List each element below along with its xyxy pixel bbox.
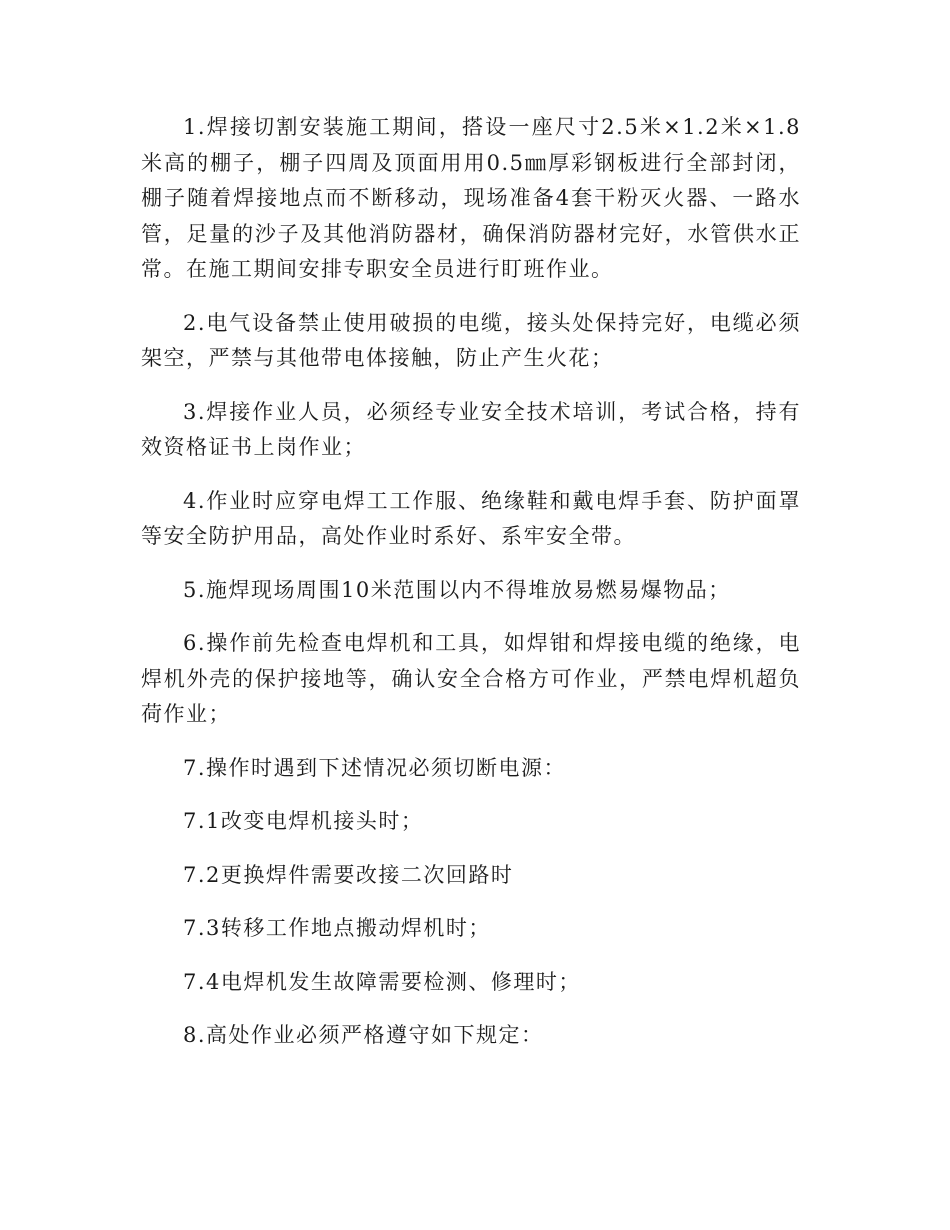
paragraph-7-1: 7.1改变电焊机接头时； <box>183 809 424 833</box>
paragraph-7-3: 7.3转移工作地点搬动焊机时； <box>183 916 491 940</box>
paragraph-4: 4.作业时应穿电焊工工作服、绝缘鞋和戴电焊手套、防护面罩等安全防护用品，高处作业时系好、系牢安全带。 <box>141 488 801 548</box>
paragraph-7-2: 7.2更换焊件需要改接二次回路时 <box>183 862 514 887</box>
paragraph-2: 2.电气设备禁止使用破损的电缆，接头处保持完好，电缆必须架空，严禁与其他带电体接触，防止产生火花； <box>141 310 801 370</box>
paragraph-7-4: 7.4电焊机发生故障需要检测、修理时； <box>183 969 581 994</box>
paragraph-1: 1.焊接切割安装施工期间，搭设一座尺寸2.5米×1.2米×1.8米高的棚子，棚子四周及顶面用用0.5㎜厚彩钢板进行全部封闭，棚子随着焊接地点而不断移动，现场准备4套干粉灭火器、一路水管，足量的沙子及其他消防器材，确保消防器材完好，水管供水正常。在施工期间安排专职安全员进行盯班作业。 <box>141 115 801 281</box>
paragraph-7: 7.操作时遇到下述情况必须切断电源： <box>183 755 567 780</box>
paragraph-3: 3.焊接作业人员，必须经专业安全技术培训，考试合格，持有效资格证书上岗作业； <box>141 399 801 459</box>
document-body <box>141 110 801 1072</box>
paragraph-6: 6.操作前先检查电焊机和工具，如焊钳和焊接电缆的绝缘，电焊机外壳的保护接地等，确认安全合格方可作业，严禁电焊机超负荷作业； <box>141 631 801 726</box>
paragraph-8: 8.高处作业必须严格遵守如下规定： <box>183 1023 544 1047</box>
paragraph-5: 5.施焊现场周围10米范围以内不得堆放易燃易爆物品； <box>183 577 731 602</box>
